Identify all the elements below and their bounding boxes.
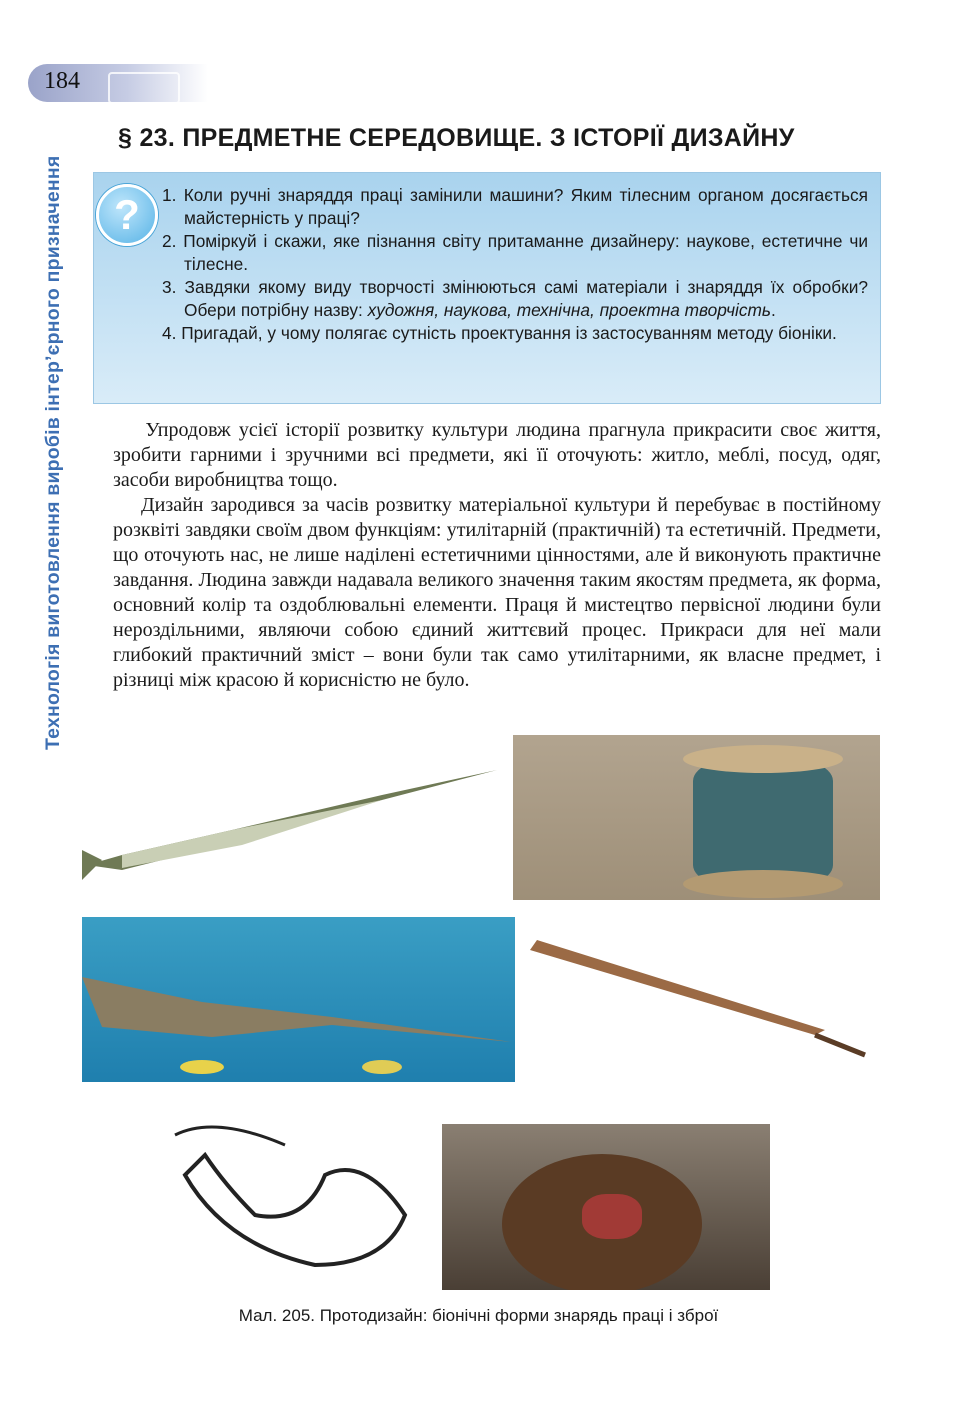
paragraph (113, 418, 881, 493)
side-chapter-title: Технологія виготовлення виробів інтер’єрного призначення (42, 155, 64, 750)
paragraph-text: Упродовж усієї історії розвитку культури людина прагнула прикрасити своє життя, зробити гарними і зручними всі предмети, які її оточують: житло, меблі, посуд, одяг, засоби виробництва тощо. (113, 419, 882, 491)
question-item: 4. Пригадай, у чому полягає сутність проектування із застосуванням методу біоніки. (162, 323, 837, 343)
saw-weapon-image (525, 935, 880, 1075)
garfish-image (82, 760, 502, 900)
figure-caption: Мал. 205. Протодизайн: біонічні форми знарядь праці і зброї (238, 1306, 719, 1325)
sawfish-image (82, 917, 515, 1082)
question-item: 2. Поміркуй і скажи, яке пізнання світу притаманне дизайнеру: наукове, естетичне чи тілесне. (162, 231, 868, 274)
question-text-end: . (771, 300, 776, 320)
paragraph-text: Дизайн зародився за часів розвитку матеріальної культури й перебуває в постійному розквіті завдяки своїм двом функціям: утилітарній (практичній) та естетичній. Предмети, що оточують нас, не лише наділені естетичними цінностями, але й виконують практичне завдання. Людина завжди надавала великого значення таким якостям предмета, як форма, основний колір та оздоблювальні елементи. Праця й мистецтво первісної людини були нероздільними, являючи собою єдиний життєвий процес. Прикраси для неї мали глибокий практичний зміст – вони були так само утилітарними, як власне предмет, і різниці між красою й корисністю не було. (113, 494, 882, 691)
question-item (162, 276, 868, 322)
question-item: 1. Коли ручні знаряддя праці замінили машини? Яким тілесним органом досягається майстерність у праці? (162, 185, 868, 228)
questions-list (162, 184, 868, 345)
body-text (113, 418, 881, 693)
sofa-icon (108, 72, 180, 104)
section-title: § 23. ПРЕДМЕТНЕ СЕРЕДОВИЩЕ. З ІСТОРІЇ ДИЗАЙНУ (118, 124, 795, 152)
jaw-drawing-image (165, 1115, 415, 1285)
paragraph (113, 493, 881, 693)
question-mark-icon: ? (96, 184, 158, 246)
page-number: 184 (44, 68, 80, 94)
question-options: художня, наукова, технічна, проектна творчість (367, 300, 772, 320)
question-text: 3. Завдяки якому виду творчості змінюються самі матеріали і знаряддя їх обробки? Обери потрібну назву: (162, 277, 868, 320)
bear-image (442, 1124, 770, 1290)
thread-spool-image (513, 735, 880, 900)
